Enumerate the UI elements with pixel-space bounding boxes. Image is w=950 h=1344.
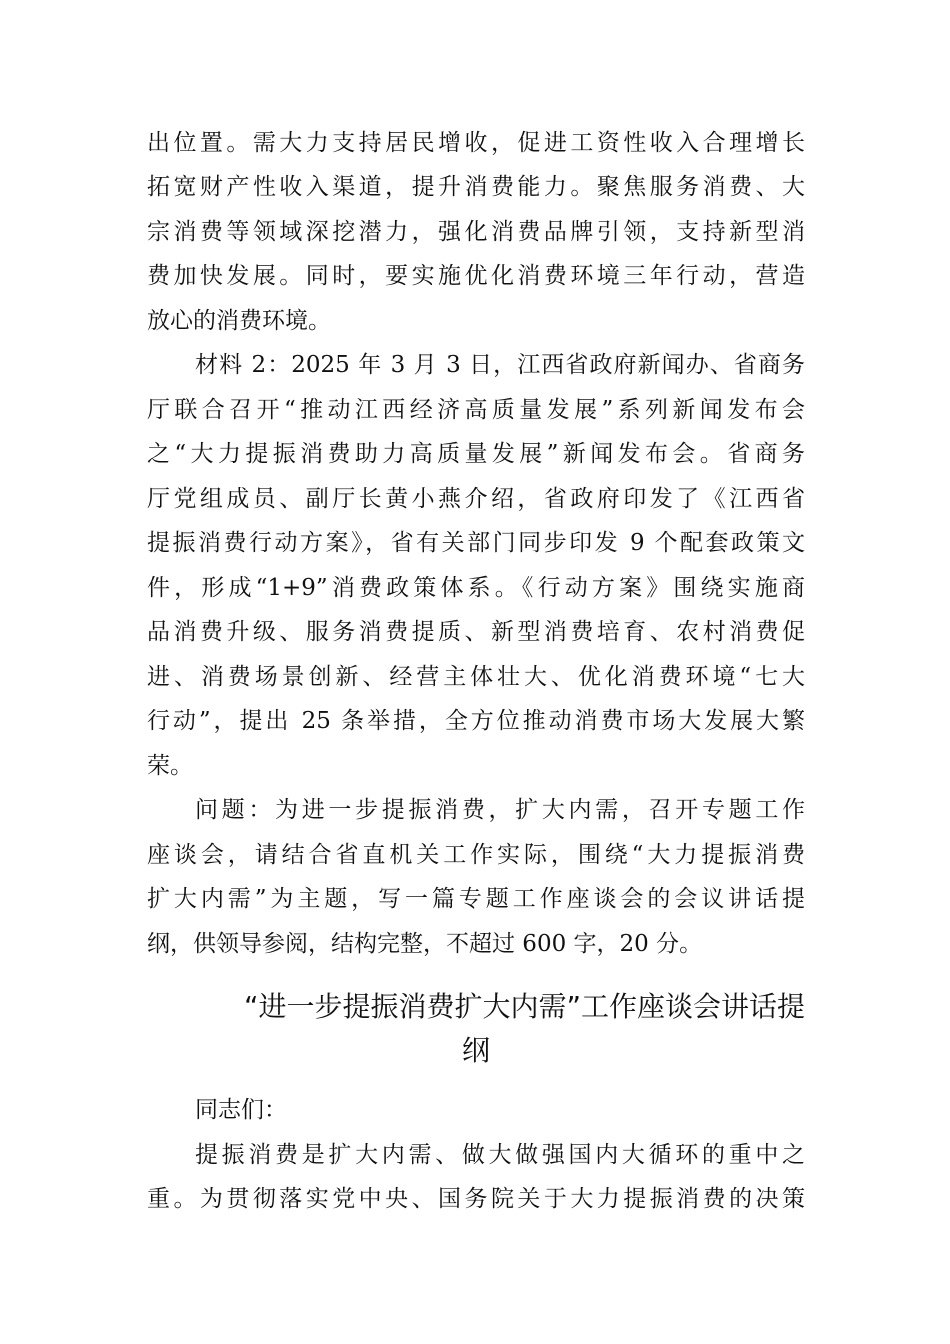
paragraph-1-line-5: 放心的消费环境。 (147, 308, 331, 334)
paragraph-2-line-6: 件，形成“1+9”消费政策体系。《行动方案》围绕实施商 (147, 575, 805, 601)
paragraph-1-line-3: 宗消费等领域深挖潜力，强化消费品牌引领，支持新型消 (147, 219, 805, 245)
speech-line-1: 提振消费是扩大内需、做大做强国内大循环的重中之 (195, 1142, 805, 1168)
speech-title-line-2: 纲 (461, 1034, 490, 1067)
paragraph-2-line-3: 之“大力提振消费助力高质量发展”新闻发布会。省商务 (147, 441, 805, 467)
paragraph-1-line-4: 费加快发展。同时，要实施优化消费环境三年行动，营造 (147, 263, 805, 289)
paragraph-1-line-1: 出位置。需大力支持居民增收，促进工资性收入合理增长 (147, 130, 805, 156)
paragraph-2-line-4: 厅党组成员、副厅长黄小燕介绍，省政府印发了《江西省 (147, 486, 805, 512)
paragraph-2-line-8: 进、消费场景创新、经营主体壮大、优化消费环境“七大 (147, 664, 805, 690)
paragraph-3-line-3: 扩大内需”为主题，写一篇专题工作座谈会的会议讲话提 (147, 886, 805, 912)
paragraph-3-line-1: 问题：为进一步提振消费，扩大内需，召开专题工作 (195, 797, 805, 823)
paragraph-2-line-9: 行动”，提出 25 条举措，全方位推动消费市场大发展大繁 (147, 708, 805, 734)
paragraph-2-line-1: 材料 2：2025 年 3 月 3 日，江西省政府新闻办、省商务 (195, 352, 805, 378)
speech-title-line-1: “进一步提振消费扩大内需”工作座谈会讲话提 (243, 990, 805, 1023)
paragraph-2-line-2: 厅联合召开“推动江西经济高质量发展”系列新闻发布会 (147, 397, 805, 423)
paragraph-3-line-2: 座谈会，请结合省直机关工作实际，围绕“大力提振消费 (147, 842, 805, 868)
paragraph-3-line-4: 纲，供领导参阅，结构完整，不超过 600 字，20 分。 (147, 931, 703, 957)
paragraph-1-line-2: 拓宽财产性收入渠道，提升消费能力。聚焦服务消费、大 (147, 174, 805, 200)
speech-line-2: 重。为贯彻落实党中央、国务院关于大力提振消费的决策 (147, 1186, 805, 1212)
speech-salutation: 同志们： (195, 1097, 287, 1123)
paragraph-2-line-10: 荣。 (147, 753, 193, 779)
paragraph-2-line-5: 提振消费行动方案》，省有关部门同步印发 9 个配套政策文 (147, 530, 805, 556)
paragraph-2-line-7: 品消费升级、服务消费提质、新型消费培育、农村消费促 (147, 619, 805, 645)
